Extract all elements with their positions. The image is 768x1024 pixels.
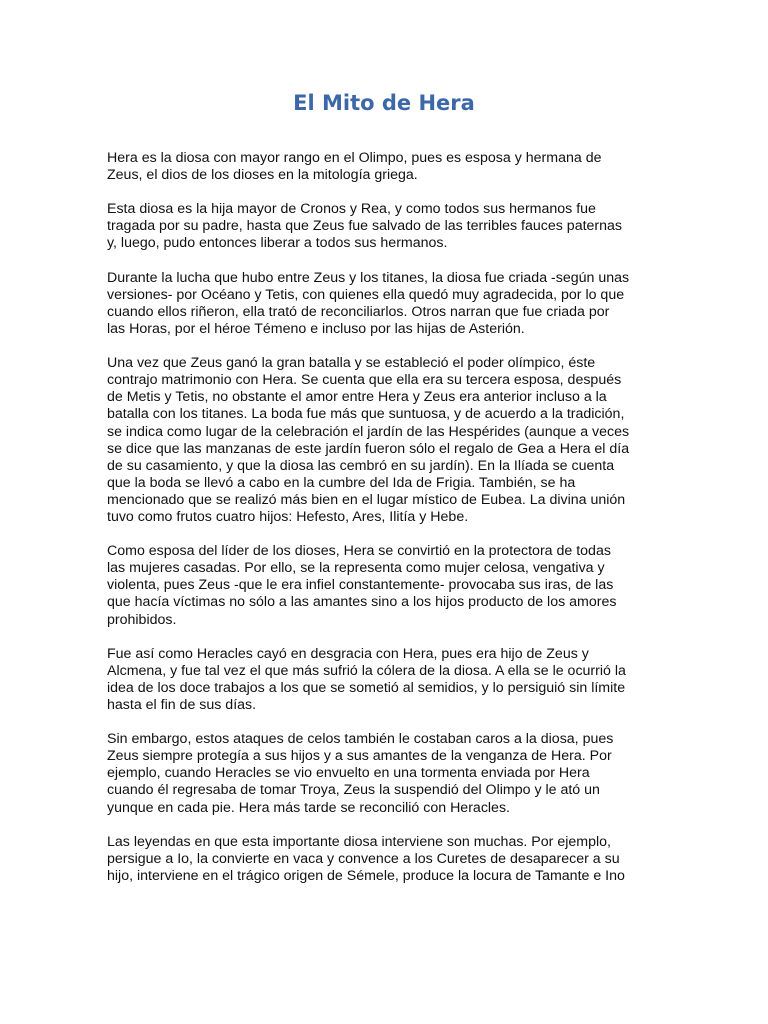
text-line: hasta el fin de sus días.: [107, 697, 257, 713]
text-line: idea de los doce trabajos a los que se sometió al semidios, y lo persiguió sin límite: [107, 679, 626, 696]
text-line: de Metis y Tetis, no obstante el amor entre Hera y Zeus era anterior incluso a la: [107, 389, 607, 406]
text-line: que hacía víctimas no sólo a las amantes sino a los hijos producto de los amores: [107, 594, 617, 611]
text-line: cuando ellos riñeron, ella trató de reconciliarlos. Otros narran que fue criada por: [107, 303, 610, 320]
text-line: Fue así como Heracles cayó en desgracia con Hera, pues era hijo de Zeus y: [107, 645, 589, 662]
text-line: se dice que las manzanas de este jardín fueron sólo el regalo de Gea a Hera el día: [107, 440, 630, 457]
text-line: Zeus siempre protegía a sus hijos y a sus amantes de la venganza de Hera. Por: [107, 748, 612, 765]
text-line: Durante la lucha que hubo entre Zeus y los titanes, la diosa fue criada -según unas: [107, 269, 630, 286]
paragraph: [107, 646, 663, 714]
text-line: prohibidos.: [107, 611, 177, 628]
text-line: violenta, pues Zeus -que le era infiel constantemente- provocaba sus iras, de las: [107, 577, 614, 594]
text-line: contrajo matrimonio con Hera. Se cuenta que ella era su tercera esposa, después: [107, 372, 622, 389]
text-line: Una vez que Zeus ganó la gran batalla y se estableció el poder olímpico, éste: [107, 355, 596, 372]
paragraph: [107, 543, 663, 628]
paragraph: [107, 355, 663, 526]
paragraph: [107, 150, 663, 184]
text-line: las mujeres casadas. Por ello, se la representa como mujer celosa, vengativa y: [107, 560, 605, 577]
text-line: Zeus, el dios de los dioses en la mitología griega.: [107, 167, 418, 184]
text-line: Las leyendas en que esta importante diosa interviene son muchas. Por ejemplo,: [107, 833, 611, 850]
text-line: que la boda se llevó a cabo en la cumbre del Ida de Frigia. También, se ha: [107, 474, 576, 491]
text-line: versiones- por Océano y Tetis, con quienes ella quedó muy agradecida, por lo que: [107, 286, 625, 303]
text-line: las Horas, por el héroe Témeno e incluso por las hijas de Asterión.: [107, 320, 525, 337]
paragraph: [107, 731, 663, 816]
text-line: yunque en cada pie. Hera más tarde se reconcilió con Heracles.: [107, 799, 510, 816]
text-line: tuvo como frutos cuatro hijos: Hefesto, Ares, Ilitía y Hebe.: [107, 508, 469, 525]
text-line: persigue a Io, la convierte en vaca y convence a los Curetes de desaparecer a su: [107, 850, 620, 867]
text-line: mencionado que se realizó más bien en el lugar místico de Eubea. La divina unión: [107, 491, 626, 508]
text-line: Alcmena, y fue tal vez el que más sufrió la cólera de la diosa. A ella se le ocurrió la: [107, 662, 626, 679]
text-line: batalla con los titanes. La boda fue más que suntuosa, y de acuerdo a la tradición,: [107, 406, 625, 423]
text-line: y, luego, pudo entonces liberar a todos sus hermanos.: [107, 235, 448, 252]
text-line: tragada por su padre, hasta que Zeus fue salvado de las terribles fauces paternas: [107, 218, 623, 235]
text-line: Hera es la diosa con mayor rango en el Olimpo, pues es esposa y hermana de: [107, 150, 602, 166]
text-line: Esta diosa es la hija mayor de Cronos y Rea, y como todos sus hermanos fue: [107, 201, 596, 218]
paragraph: [107, 270, 663, 338]
text-line: cuando él regresaba de tomar Troya, Zeus la suspendió del Olimpo y le ató un: [107, 782, 600, 799]
text-line: Como esposa del líder de los dioses, Hera se convirtió en la protectora de todas: [107, 543, 611, 560]
document-body: [107, 150, 663, 902]
text-line: Sin embargo, estos ataques de celos también le costaban caros a la diosa, pues: [107, 731, 614, 748]
text-line: de su casamiento, y que la diosa las cembró en su jardín). En la Ilíada se cuenta: [107, 457, 615, 474]
text-line: hijo, interviene en el trágico origen de Sémele, produce la locura de Tamante e Ino: [107, 867, 625, 884]
text-line: se indica como lugar de la celebración el jardín de las Hespérides (aunque a veces: [107, 423, 630, 440]
paragraph: [107, 834, 663, 885]
document-title: El Mito de Hera: [293, 91, 475, 115]
text-line: ejemplo, cuando Heracles se vio envuelto en una tormenta enviada por Hera: [107, 765, 590, 782]
paragraph: [107, 201, 663, 252]
